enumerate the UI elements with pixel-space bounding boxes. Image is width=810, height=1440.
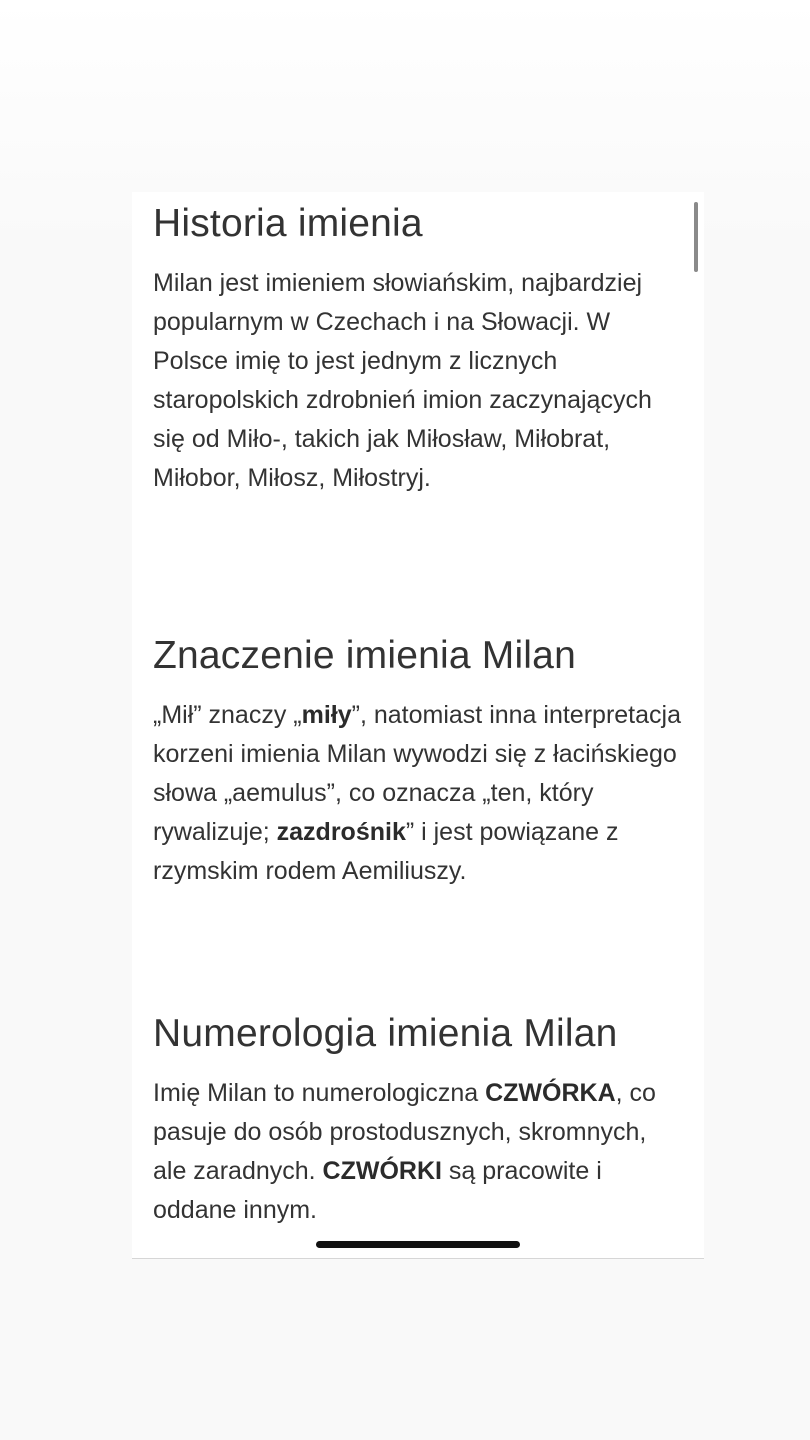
paragraph-text: Milan jest imieniem słowiańskim, najbardziej popularnym w Czechach i na Słowacji. W Polsce imię to jest jednym z licznych staropolskich zdrobnień imion zaczynających się od Miło-, takich jak Miłosław, Miłobrat, Miłobor, Miłosz, Miłostryj. (153, 269, 652, 492)
section-title: Znaczenie imienia Milan (153, 634, 576, 677)
section-paragraph (153, 696, 683, 891)
bold-term: zazdrośnik (276, 818, 406, 846)
bold-term: miły (301, 701, 352, 729)
scrollbar-thumb[interactable] (694, 202, 698, 272)
bold-term: CZWÓRKI (322, 1157, 442, 1185)
content-card[interactable] (132, 192, 704, 1259)
section-meaning (153, 632, 683, 891)
paragraph-text: „Mił” znaczy „ (153, 701, 302, 729)
paragraph-text: ”, natomiast inna interpretacja korzeni imienia Milan wywodzi się z łacińskiego słowa „aemulus”, co oznacza „ten, który rywalizuje; (153, 701, 681, 846)
bold-term: CZWÓRKA (485, 1079, 616, 1107)
section-title: Historia imienia (153, 202, 423, 245)
paragraph-text: ” i jest powiązane z rzymskim rodem Aemiliuszy. (153, 818, 619, 885)
home-indicator[interactable] (316, 1241, 520, 1248)
section-paragraph (153, 1074, 683, 1230)
paragraph-text: są pracowite i oddane innym. (153, 1157, 602, 1224)
paragraph-text: , co pasuje do osób prostodusznych, skromnych, ale zaradnych. (153, 1079, 656, 1185)
section-paragraph (153, 264, 683, 498)
section-numerology (153, 1010, 683, 1230)
section-history (153, 200, 683, 498)
paragraph-text: Imię Milan to numerologiczna (153, 1079, 486, 1107)
section-title: Numerologia imienia Milan (153, 1012, 618, 1055)
